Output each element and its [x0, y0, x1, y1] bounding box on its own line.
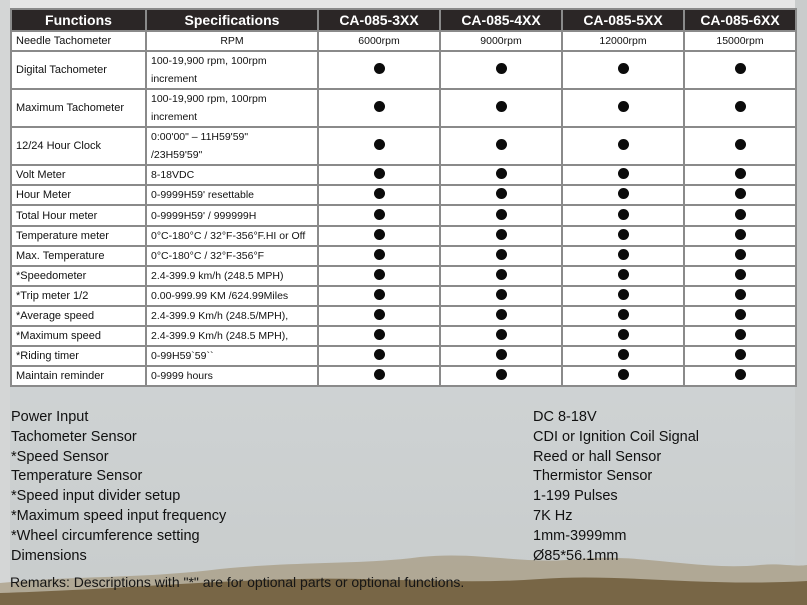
feature-cell	[440, 246, 562, 266]
feature-cell	[318, 266, 440, 286]
specification-line: 0-9999 hours	[151, 370, 213, 382]
function-cell: Temperature meter	[11, 226, 146, 246]
feature-cell	[440, 51, 562, 89]
specification-line: 0-9999H59' / 999999H	[151, 209, 257, 222]
function-cell: Max. Temperature	[11, 246, 146, 266]
table-row	[11, 89, 796, 127]
bullet-dot-icon	[735, 309, 746, 320]
feature-cell	[318, 286, 440, 306]
table-row	[11, 346, 796, 366]
specification-cell	[146, 51, 318, 89]
function-cell: Volt Meter	[11, 165, 146, 185]
function-cell: Digital Tachometer	[11, 51, 146, 89]
feature-cell	[562, 89, 684, 127]
value-cell: 15000rpm	[684, 31, 796, 51]
bullet-dot-icon	[735, 349, 746, 360]
header-specifications: Specifications	[146, 9, 318, 31]
bullet-dot-icon	[735, 329, 746, 340]
specification-cell	[146, 185, 318, 205]
feature-cell	[562, 185, 684, 205]
feature-cell	[318, 326, 440, 346]
spec-table	[10, 8, 797, 387]
table-row	[11, 127, 796, 165]
value-cell: 9000rpm	[440, 31, 562, 51]
function-cell: *Riding timer	[11, 346, 146, 366]
feature-cell	[440, 165, 562, 185]
specification-line: 0°C-180°C / 32°F-356°F.HI or Off	[151, 230, 306, 242]
specification-line-2: increment	[151, 111, 198, 123]
specification-line: 0°C-180°C / 32°F-356°F	[151, 250, 265, 262]
bullet-dot-icon	[496, 101, 507, 112]
feature-cell	[684, 165, 796, 185]
bullet-dot-icon	[735, 269, 746, 280]
spec-label: Dimensions	[11, 547, 87, 564]
feature-cell	[562, 306, 684, 326]
bullet-dot-icon	[735, 289, 746, 300]
function-cell: *Maximum speed	[11, 326, 146, 346]
bullet-dot-icon	[618, 369, 629, 380]
specification-line: 8-18VDC	[151, 169, 195, 181]
function-cell: Needle Tachometer	[11, 31, 146, 51]
bullet-dot-icon	[374, 369, 385, 380]
table-row	[11, 266, 796, 286]
function-cell: 12/24 Hour Clock	[11, 127, 146, 165]
table-row	[11, 205, 796, 226]
table-row	[11, 246, 796, 266]
specification-line: 2.4-399.9 km/h (248.5 MPH)	[151, 270, 284, 282]
feature-cell	[562, 266, 684, 286]
feature-cell	[440, 205, 562, 226]
feature-cell	[562, 286, 684, 306]
feature-cell	[318, 226, 440, 246]
table-row	[11, 326, 796, 346]
bullet-dot-icon	[618, 63, 629, 74]
header-model: CA-085-5XX	[562, 9, 684, 31]
specification-line: 0:00'00" – 11H59'59"	[151, 131, 249, 143]
feature-cell	[684, 246, 796, 266]
bullet-dot-icon	[496, 329, 507, 340]
remarks-text: Remarks: Descriptions with "*" are for optional parts or optional functions.	[10, 574, 465, 590]
bullet-dot-icon	[496, 209, 507, 220]
background-top	[0, 0, 807, 8]
feature-cell	[684, 306, 796, 326]
spec-label: Tachometer Sensor	[11, 428, 137, 445]
feature-cell	[440, 346, 562, 366]
table-row	[11, 366, 796, 386]
specification-line-2: /23H59'59"	[151, 149, 203, 161]
spec-label: Temperature Sensor	[11, 468, 143, 485]
feature-cell	[684, 286, 796, 306]
feature-cell	[440, 266, 562, 286]
specification-cell	[146, 89, 318, 127]
specification-cell	[146, 246, 318, 266]
feature-cell	[318, 51, 440, 89]
specification-line: 100-19,900 rpm, 100rpm	[151, 55, 267, 67]
specification-line: 2.4-399.9 Km/h (248.5/MPH),	[151, 310, 289, 322]
header-model: CA-085-3XX	[318, 9, 440, 31]
bullet-dot-icon	[374, 188, 385, 199]
feature-cell	[684, 266, 796, 286]
table-row	[11, 51, 796, 89]
feature-cell	[440, 89, 562, 127]
bullet-dot-icon	[374, 309, 385, 320]
function-cell: *Average speed	[11, 306, 146, 326]
feature-cell	[684, 366, 796, 386]
specification-cell	[146, 346, 318, 366]
table-row	[11, 226, 796, 246]
feature-cell	[318, 185, 440, 205]
specification-line: 100-19,900 rpm, 100rpm	[151, 93, 267, 105]
feature-cell	[684, 185, 796, 205]
spec-label: *Speed Sensor	[11, 448, 109, 465]
bullet-dot-icon	[496, 168, 507, 179]
bullet-dot-icon	[618, 188, 629, 199]
feature-cell	[318, 366, 440, 386]
feature-cell	[318, 306, 440, 326]
function-cell: Hour Meter	[11, 185, 146, 205]
bullet-dot-icon	[735, 229, 746, 240]
bullet-dot-icon	[735, 63, 746, 74]
specification-line: 2.4-399.9 Km/h (248.5 MPH),	[151, 330, 289, 342]
specification-cell	[146, 306, 318, 326]
table-row	[11, 185, 796, 205]
feature-cell	[562, 205, 684, 226]
feature-cell	[684, 127, 796, 165]
specification-cell	[146, 31, 318, 51]
feature-cell	[562, 127, 684, 165]
general-specs-values	[533, 408, 699, 566]
general-specs-labels	[11, 408, 226, 566]
feature-cell	[562, 346, 684, 366]
spec-value: 7K Hz	[533, 507, 573, 524]
feature-cell	[684, 346, 796, 366]
feature-cell	[684, 326, 796, 346]
feature-cell	[440, 226, 562, 246]
specification-line-2: increment	[151, 73, 198, 85]
specification-cell	[146, 266, 318, 286]
bullet-dot-icon	[374, 101, 385, 112]
spec-value: Reed or hall Sensor	[533, 448, 662, 465]
table-row	[11, 286, 796, 306]
bullet-dot-icon	[735, 168, 746, 179]
spec-value: DC 8-18V	[533, 409, 597, 425]
bullet-dot-icon	[496, 369, 507, 380]
spec-value: Thermistor Sensor	[533, 468, 653, 485]
bullet-dot-icon	[735, 139, 746, 150]
bullet-dot-icon	[618, 269, 629, 280]
table-header-row	[11, 9, 796, 31]
bullet-dot-icon	[618, 249, 629, 260]
specification-line: 0.00-999.99 KM /624.99Miles	[151, 290, 289, 302]
spec-label: *Wheel circumference setting	[11, 527, 200, 544]
table-body	[11, 31, 796, 386]
bullet-dot-icon	[374, 349, 385, 360]
feature-cell	[440, 326, 562, 346]
specification-cell	[146, 205, 318, 226]
spec-value: Ø85*56.1mm	[533, 547, 619, 564]
feature-cell	[562, 51, 684, 89]
feature-cell	[562, 246, 684, 266]
bullet-dot-icon	[735, 188, 746, 199]
specification-line: 0-9999H59' resettable	[151, 189, 254, 201]
bullet-dot-icon	[374, 63, 385, 74]
feature-cell	[318, 165, 440, 185]
bullet-dot-icon	[374, 329, 385, 340]
feature-cell	[440, 185, 562, 205]
spec-value: CDI or Ignition Coil Signal	[533, 428, 700, 445]
header-model: CA-085-4XX	[440, 9, 562, 31]
background-left	[0, 0, 10, 605]
bullet-dot-icon	[374, 229, 385, 240]
bullet-dot-icon	[618, 289, 629, 300]
feature-cell	[440, 366, 562, 386]
spec-label: Power Input	[11, 409, 89, 425]
bullet-dot-icon	[618, 229, 629, 240]
bullet-dot-icon	[618, 329, 629, 340]
feature-cell	[684, 51, 796, 89]
bullet-dot-icon	[735, 369, 746, 380]
function-cell: Total Hour meter	[11, 205, 146, 226]
feature-cell	[440, 306, 562, 326]
bullet-dot-icon	[618, 101, 629, 112]
bullet-dot-icon	[496, 269, 507, 280]
feature-cell	[440, 127, 562, 165]
bullet-dot-icon	[374, 139, 385, 150]
feature-cell	[684, 226, 796, 246]
feature-cell	[562, 366, 684, 386]
table-row	[11, 31, 796, 51]
bullet-dot-icon	[374, 289, 385, 300]
bullet-dot-icon	[618, 309, 629, 320]
specification-cell	[146, 366, 318, 386]
bullet-dot-icon	[374, 269, 385, 280]
specification-cell	[146, 127, 318, 165]
spec-label: *Maximum speed input frequency	[11, 507, 227, 524]
bullet-dot-icon	[496, 289, 507, 300]
bullet-dot-icon	[618, 168, 629, 179]
feature-cell	[318, 346, 440, 366]
function-cell: *Trip meter 1/2	[11, 286, 146, 306]
feature-cell	[684, 89, 796, 127]
bullet-dot-icon	[374, 168, 385, 179]
specification-line: 0-99H59`59``	[151, 350, 214, 362]
bullet-dot-icon	[618, 349, 629, 360]
bullet-dot-icon	[496, 249, 507, 260]
bullet-dot-icon	[496, 309, 507, 320]
bullet-dot-icon	[496, 139, 507, 150]
function-cell: *Speedometer	[11, 266, 146, 286]
bullet-dot-icon	[496, 349, 507, 360]
function-cell: Maximum Tachometer	[11, 89, 146, 127]
function-cell: Maintain reminder	[11, 366, 146, 386]
bullet-dot-icon	[618, 209, 629, 220]
bullet-dot-icon	[374, 249, 385, 260]
header-functions: Functions	[11, 9, 146, 31]
bullet-dot-icon	[374, 209, 385, 220]
specification-cell	[146, 326, 318, 346]
feature-cell	[440, 286, 562, 306]
specification-cell	[146, 226, 318, 246]
feature-cell	[318, 89, 440, 127]
bullet-dot-icon	[735, 101, 746, 112]
bullet-dot-icon	[496, 188, 507, 199]
feature-cell	[562, 226, 684, 246]
value-cell: 6000rpm	[318, 31, 440, 51]
specification-cell	[146, 165, 318, 185]
specification-line: RPM	[220, 35, 244, 47]
bullet-dot-icon	[496, 229, 507, 240]
bullet-dot-icon	[618, 139, 629, 150]
bullet-dot-icon	[496, 63, 507, 74]
table-row	[11, 306, 796, 326]
bullet-dot-icon	[735, 209, 746, 220]
feature-cell	[318, 127, 440, 165]
table-row	[11, 165, 796, 185]
feature-cell	[562, 326, 684, 346]
feature-cell	[318, 246, 440, 266]
value-cell: 12000rpm	[562, 31, 684, 51]
header-model: CA-085-6XX	[684, 9, 796, 31]
spec-value: 1mm-3999mm	[533, 527, 627, 544]
feature-cell	[684, 205, 796, 226]
feature-cell	[318, 205, 440, 226]
spec-label: *Speed input divider setup	[11, 488, 181, 505]
specification-cell	[146, 286, 318, 306]
spec-value: 1-199 Pulses	[533, 488, 618, 505]
feature-cell	[562, 165, 684, 185]
bullet-dot-icon	[735, 249, 746, 260]
